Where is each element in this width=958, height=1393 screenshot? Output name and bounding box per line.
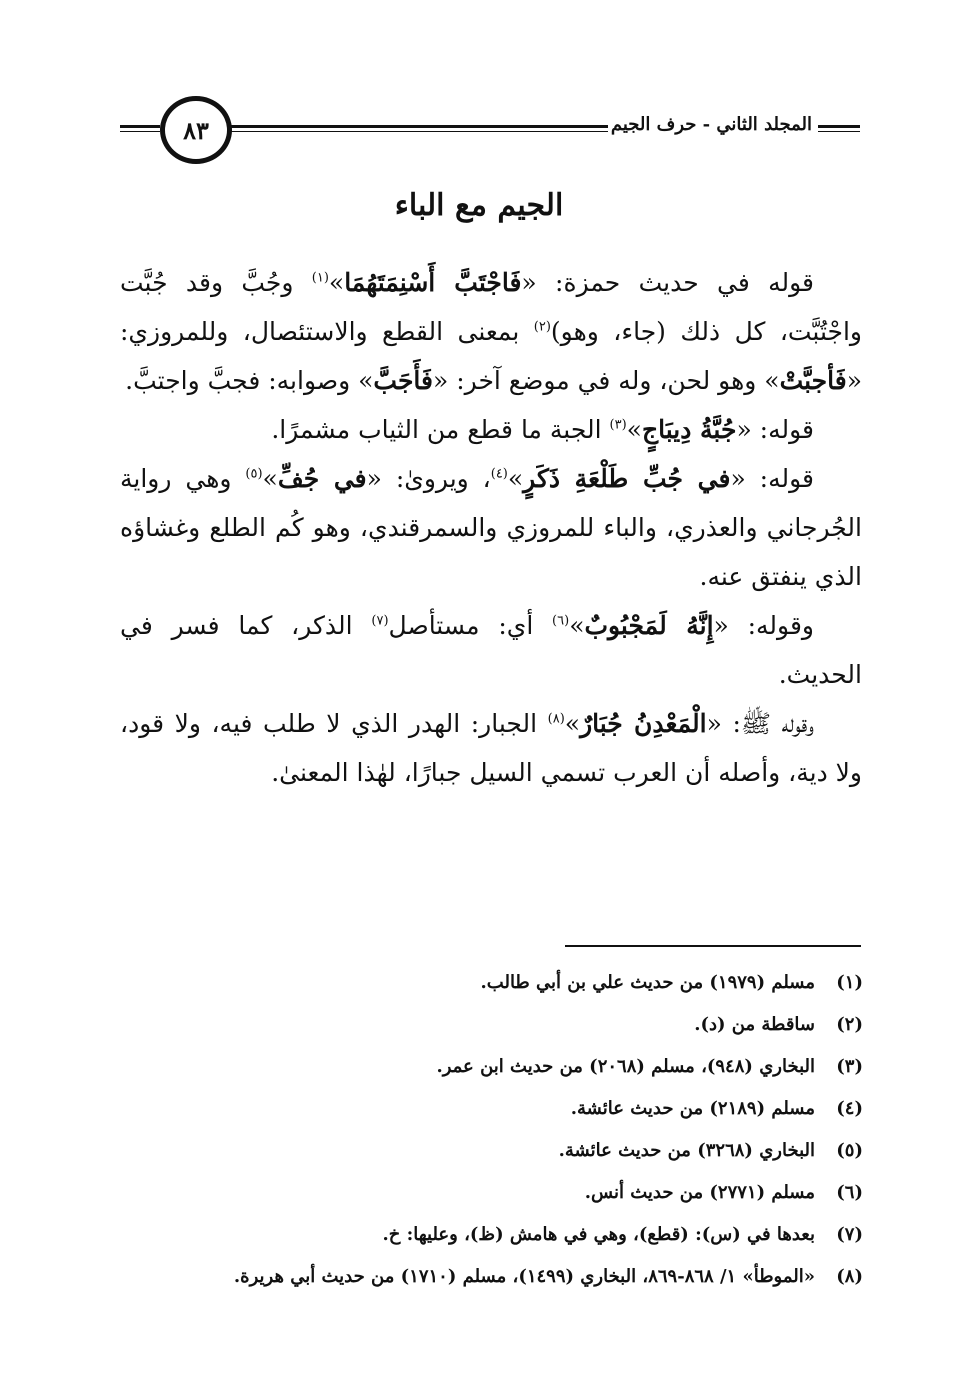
paragraph-4 bbox=[120, 601, 862, 699]
footnote-number: (٦) bbox=[836, 1182, 863, 1203]
page-number: ٨٣ bbox=[160, 96, 232, 164]
text-segment: الجبة ما قطع من الثياب مشمرًا. bbox=[271, 415, 610, 444]
paragraph-2 bbox=[120, 405, 862, 454]
footnote bbox=[115, 1172, 863, 1214]
footnote-ref[interactable]: (٧) bbox=[371, 613, 389, 629]
header-rule-middle bbox=[228, 125, 608, 132]
text-segment: وقوله: « bbox=[713, 611, 814, 640]
footnote-number: (٣) bbox=[836, 1056, 863, 1077]
footnote-ref[interactable]: (٢) bbox=[533, 319, 551, 335]
footnote-text: مسلم (٢٧٧١) من حديث أنس. bbox=[584, 1182, 815, 1203]
footnote bbox=[115, 1004, 863, 1046]
text-segment: قوله: « bbox=[736, 415, 814, 444]
footnote bbox=[115, 1130, 863, 1172]
footnote-text: مسلم (٢١٨٩) من حديث عائشة. bbox=[570, 1098, 815, 1119]
text-segment: وهي رواية الجُرجاني والعذري، والباء للمروزي والسمرقندي، وهو كُم الطلع وغشاؤه الذي ينفتق عنه. bbox=[120, 464, 862, 591]
footnote-number: (٤) bbox=[836, 1098, 863, 1119]
footnote-ref[interactable]: (٥) bbox=[245, 466, 263, 482]
hadith-quote: في جُبِّ طَلْعَةِ ذَكَرٍ bbox=[523, 464, 731, 493]
text-segment: » bbox=[262, 464, 278, 493]
text-segment: » bbox=[626, 415, 642, 444]
footnote-ref[interactable]: (٨) bbox=[547, 711, 565, 727]
footnote-separator bbox=[565, 945, 861, 947]
footnote-ref[interactable]: (٤) bbox=[490, 466, 508, 482]
hadith-quote: فَاجْتَبَّ أَسْنِمَتَهُمَا bbox=[344, 268, 522, 297]
text-segment: وجُبَّ وقد جُبَّت واجْتُبَّت، كل ذلك (جاء، وهو) bbox=[120, 268, 862, 346]
footnote-number: (٢) bbox=[836, 1014, 863, 1035]
header-rule-right bbox=[818, 125, 860, 132]
footnote-text: البخاري (٣٢٦٨) من حديث عائشة. bbox=[558, 1140, 815, 1161]
footnote-ref[interactable]: (٣) bbox=[609, 417, 627, 433]
hadith-quote: فَأَجَبَّ bbox=[373, 366, 433, 395]
hadith-quote: الْمَعْدِنُ جُبَارٌ bbox=[580, 709, 707, 738]
footnote bbox=[115, 1046, 863, 1088]
text-segment: بمعنى القطع والاستئصال، وللمروزي: « bbox=[120, 317, 862, 395]
text-segment: » bbox=[328, 268, 345, 297]
text-segment: » وهو لحن، وله في موضع آخر: « bbox=[432, 366, 780, 395]
footnote bbox=[115, 1214, 863, 1256]
text-segment: قوله: « bbox=[730, 464, 814, 493]
footnote bbox=[115, 1256, 863, 1298]
page-header bbox=[120, 92, 860, 172]
text-segment: » bbox=[507, 464, 524, 493]
footnote-number: (١) bbox=[836, 972, 863, 993]
paragraph-5 bbox=[120, 699, 862, 797]
text-segment: الذكر، كما فسر في الحديث. bbox=[120, 611, 862, 689]
footnotes bbox=[115, 962, 863, 1298]
text-segment: أي: مستأصل bbox=[388, 611, 553, 640]
footnote-ref[interactable]: (٦) bbox=[552, 613, 570, 629]
text-segment: » وصوابه: فجبَّ واجتبَّ. bbox=[125, 366, 374, 395]
hadith-quote: إِنَّهُ لَمَجْبُوبٌ bbox=[584, 611, 714, 640]
header-rule-left bbox=[120, 125, 160, 132]
footnote bbox=[115, 962, 863, 1004]
footnote-number: (٧) bbox=[836, 1224, 863, 1245]
hadith-quote: في جُفِّ bbox=[277, 464, 367, 493]
paragraph-3 bbox=[120, 454, 862, 601]
paragraph-1 bbox=[120, 258, 862, 405]
text-segment: وقوله ﷺ: « bbox=[706, 709, 814, 738]
footnote-text: بعدها في (س): (قطع)، وهي في هامش (ظ)، وعليها: خ. bbox=[382, 1224, 815, 1245]
running-title: المجلد الثاني - حرف الجيم bbox=[610, 114, 812, 135]
hadith-quote: فَأجبَّتْ bbox=[779, 366, 847, 395]
footnote-text: «الموطأ» ١/ ٨٦٨-٨٦٩، البخاري (١٤٩٩)، مسلم (١٧١٠) من حديث أبي هريرة. bbox=[233, 1266, 815, 1287]
text-segment: الجبار: الهدر الذي لا طلب فيه، ولا قود، ولا دية، وأصله أن العرب تسمي السيل جبارًا، لهٰذا المعنىٰ. bbox=[120, 709, 862, 787]
footnote-ref[interactable]: (١) bbox=[311, 270, 329, 286]
footnote-text: البخاري (٩٤٨)، مسلم (٢٠٦٨) من حديث ابن عمر. bbox=[436, 1056, 815, 1077]
main-text bbox=[120, 258, 862, 797]
hadith-quote: جُبَّةُ دِيبَاجٍ bbox=[641, 415, 737, 444]
footnote-text: ساقطة من (د). bbox=[694, 1014, 815, 1035]
text-segment: » bbox=[564, 709, 581, 738]
text-segment: قوله في حديث حمزة: « bbox=[521, 268, 814, 297]
footnote-number: (٥) bbox=[836, 1140, 863, 1161]
text-segment: ، ويروىٰ: « bbox=[366, 464, 491, 493]
footnote-text: مسلم (١٩٧٩) من حديث علي بن أبي طالب. bbox=[480, 972, 815, 993]
footnote bbox=[115, 1088, 863, 1130]
footnote-number: (٨) bbox=[836, 1266, 863, 1287]
text-segment: » bbox=[569, 611, 585, 640]
chapter-title: الجيم مع الباء bbox=[394, 188, 564, 223]
